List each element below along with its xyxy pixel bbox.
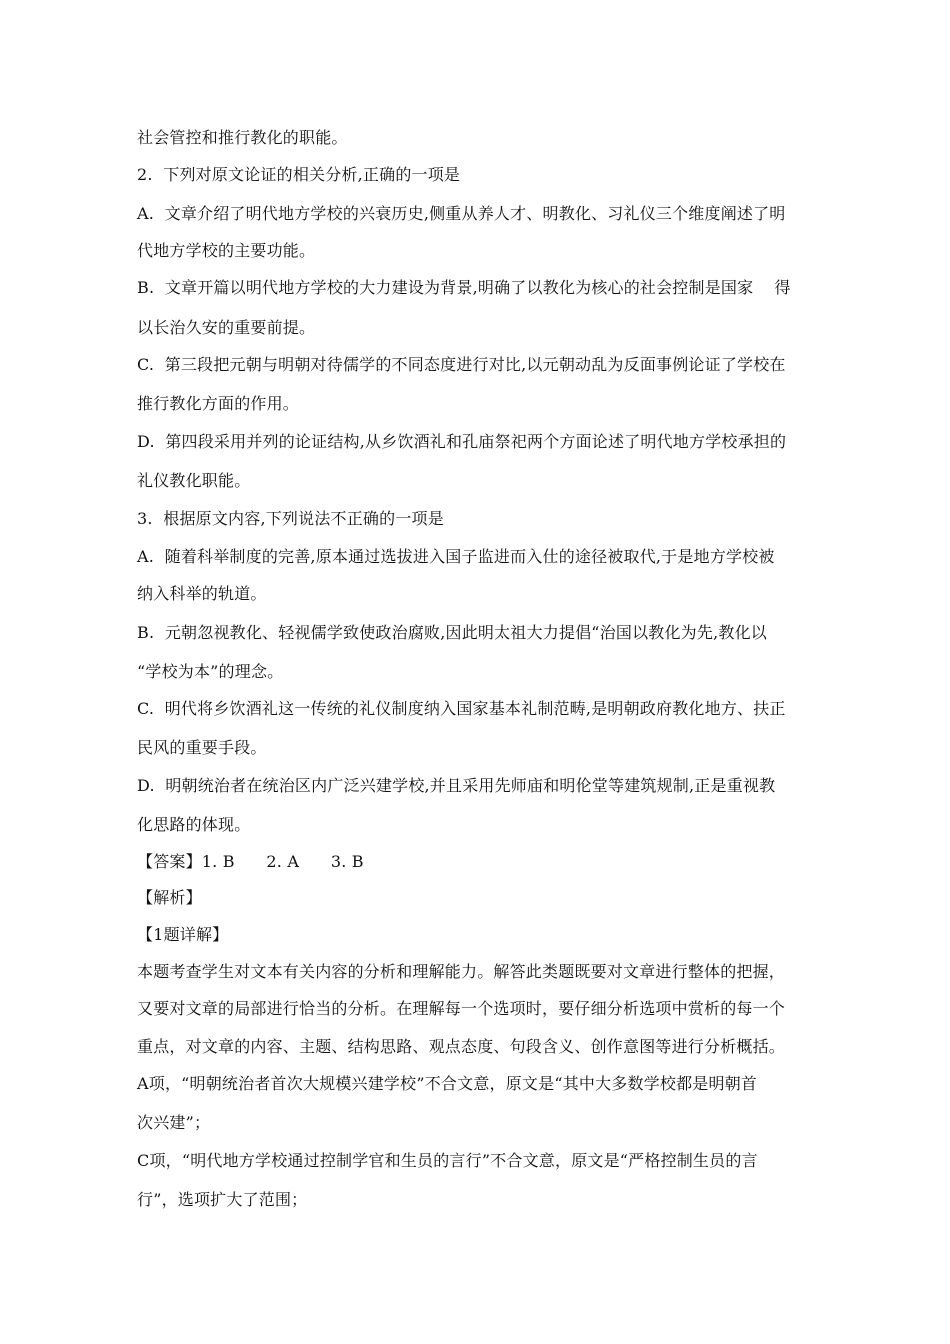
- option-2b-line-1: B. 文章开篇以明代地方学校的大力建设为背景,明确了以教化为核心的社会控制是国家 得: [137, 278, 791, 297]
- detail-heading-1: 【1题详解】: [137, 925, 229, 944]
- answer-line: 【答案】1. B 2. A 3. B: [137, 852, 364, 871]
- option-2c-line-2: 推行教化方面的作用。: [137, 394, 300, 413]
- option-2a-line-2: 代地方学校的主要功能。: [137, 241, 316, 260]
- analysis-option-c-line-1: C项，“明代地方学校通过控制学官和生员的言行”不合文意，原文是“严格控制生员的言: [137, 1151, 758, 1170]
- question-3-stem: 3. 根据原文内容,下列说法不正确的一项是: [137, 509, 444, 528]
- analysis-option-a-line-2: 次兴建”；: [137, 1113, 211, 1132]
- analysis-paragraph-line: 本题考查学生对文本有关内容的分析和理解能力。解答此类题既要对文章进行整体的把握，: [137, 962, 786, 981]
- analysis-option-a-line-1: A项，“明朝统治者首次大规模兴建学校”不合文意，原文是“其中大多数学校都是明朝首: [137, 1074, 758, 1093]
- option-3a-line-2: 纳入科举的轨道。: [137, 584, 267, 603]
- option-3b-line-1: B. 元朝忽视教化、轻视儒学致使政治腐败,因此明太祖大力提倡“治国以教化为先,教化以: [137, 623, 767, 642]
- option-2c-line-1: C. 第三段把元朝与明朝对待儒学的不同态度进行对比,以元朝动乱为反面事例论证了学校在: [137, 355, 786, 374]
- option-3b-line-2: “学校为本”的理念。: [137, 662, 284, 681]
- option-3c-line-1: C. 明代将乡饮酒礼这一传统的礼仪制度纳入国家基本礼制范畴,是明朝政府教化地方、扶正: [137, 699, 786, 718]
- option-3a-line-1: A. 随着科举制度的完善,原本通过选拔进入国子监进而入仕的途径被取代,于是地方学校被: [137, 547, 775, 566]
- analysis-heading: 【解析】: [137, 888, 202, 907]
- option-2d-line-1: D. 第四段采用并列的论证结构,从乡饮酒礼和孔庙祭祀两个方面论述了明代地方学校承担的: [137, 432, 787, 451]
- text-line: 社会管控和推行教化的职能。: [137, 128, 348, 147]
- analysis-option-c-line-2: 行”，选项扩大了范围；: [137, 1190, 308, 1209]
- question-2-stem: 2. 下列对原文论证的相关分析,正确的一项是: [137, 165, 461, 184]
- option-2b-line-2: 以长治久安的重要前提。: [137, 318, 316, 337]
- option-3d-line-1: D. 明朝统治者在统治区内广泛兴建学校,并且采用先师庙和明伦堂等建筑规制,正是重视教: [137, 776, 776, 795]
- analysis-paragraph-line: 重点，对文章的内容、主题、结构思路、观点态度、句段含义、创作意图等进行分析概括。: [137, 1037, 786, 1056]
- option-2a-line-1: A. 文章介绍了明代地方学校的兴衰历史,侧重从养人才、明教化、习礼仪三个维度阐述了明: [137, 204, 786, 223]
- option-2d-line-2: 礼仪教化职能。: [137, 471, 251, 490]
- analysis-paragraph-line: 又要对文章的局部进行恰当的分析。在理解每一个选项时，要仔细分析选项中赏析的每一个: [137, 999, 786, 1018]
- option-3d-line-2: 化思路的体现。: [137, 815, 251, 834]
- option-3c-line-2: 民风的重要手段。: [137, 738, 267, 757]
